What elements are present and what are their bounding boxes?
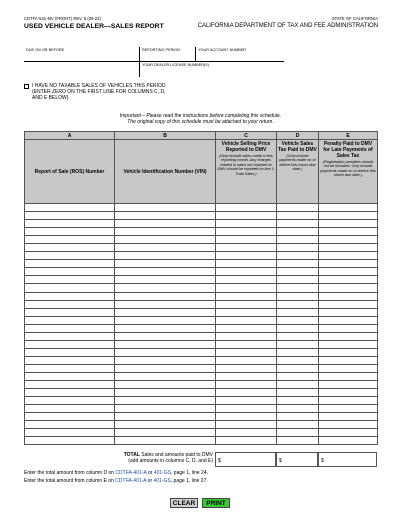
cell-column-c[interactable] [216, 389, 277, 397]
due-date-label: DUE ON OR BEFORE [26, 48, 65, 52]
cell-column-e[interactable] [319, 300, 378, 308]
cell-column-c[interactable] [216, 236, 277, 244]
column-title-a-cell [25, 140, 115, 204]
cell-column-a[interactable] [25, 268, 115, 276]
cell-column-e[interactable] [319, 244, 378, 252]
cell-column-e[interactable] [319, 276, 378, 284]
cell-column-d[interactable] [277, 228, 319, 236]
cell-column-d[interactable] [277, 348, 319, 356]
cell-column-c[interactable] [216, 228, 277, 236]
cell-column-a[interactable] [25, 372, 115, 380]
cell-column-c[interactable] [216, 324, 277, 332]
cell-column-d[interactable] [277, 413, 319, 421]
important-note-line1: Important – Please read the instructions before completing this schedule. [119, 113, 282, 119]
instruction-1-end: , page 1, line 24. [171, 470, 209, 476]
cell-column-c[interactable] [216, 437, 277, 445]
cell-column-d[interactable] [277, 397, 319, 405]
cell-column-b[interactable] [115, 260, 216, 268]
table-row [25, 308, 378, 316]
cell-column-b[interactable] [115, 276, 216, 284]
cell-column-a[interactable] [25, 332, 115, 340]
cell-column-d[interactable] [277, 260, 319, 268]
cell-column-b[interactable] [115, 284, 216, 292]
instruction-2-text: Enter the total amount from column E on [24, 478, 116, 484]
column-title-e: Penalty Paid to DMV for Late Payments of Sales Tax [323, 141, 373, 159]
cell-column-e[interactable] [319, 429, 378, 437]
cell-column-b[interactable] [115, 372, 216, 380]
cell-column-a[interactable] [25, 244, 115, 252]
cell-column-c[interactable] [216, 356, 277, 364]
cell-column-a[interactable] [25, 364, 115, 372]
cell-column-b[interactable] [115, 204, 216, 212]
cell-column-d[interactable] [277, 284, 319, 292]
cell-column-a[interactable] [25, 292, 115, 300]
cell-column-c[interactable] [216, 316, 277, 324]
cell-column-a[interactable] [25, 284, 115, 292]
cell-column-a[interactable] [25, 252, 115, 260]
cell-column-a[interactable] [25, 308, 115, 316]
column-letter-a: A [25, 132, 115, 140]
cell-column-c[interactable] [216, 381, 277, 389]
cell-column-a[interactable] [25, 236, 115, 244]
cell-column-a[interactable] [25, 389, 115, 397]
column-letter-c: C [216, 132, 277, 140]
cell-column-b[interactable] [115, 324, 216, 332]
cell-column-c[interactable] [216, 364, 277, 372]
cell-column-e[interactable] [319, 372, 378, 380]
table-row [25, 268, 378, 276]
cell-column-b[interactable] [115, 316, 216, 324]
cell-column-e[interactable] [319, 437, 378, 445]
table-row [25, 228, 378, 236]
cell-column-c[interactable] [216, 348, 277, 356]
cell-column-d[interactable] [277, 324, 319, 332]
cell-column-b[interactable] [115, 332, 216, 340]
cell-column-a[interactable] [25, 356, 115, 364]
cell-column-a[interactable] [25, 405, 115, 413]
cell-column-e[interactable] [319, 284, 378, 292]
sales-schedule-table [24, 131, 378, 445]
table-row [25, 324, 378, 332]
column-title-d-cell [277, 140, 319, 204]
link-cdtfa-401-a-1[interactable]: CDTFA-401-A [115, 470, 147, 476]
due-date-field[interactable] [24, 47, 140, 62]
currency-d: $ [279, 458, 282, 464]
cell-column-d[interactable] [277, 252, 319, 260]
table-row [25, 389, 378, 397]
cell-column-c[interactable] [216, 332, 277, 340]
license-numbers-label: YOUR DEALER LICENSE NUMBER(S) [142, 63, 210, 67]
cell-column-d[interactable] [277, 332, 319, 340]
cell-column-a[interactable] [25, 276, 115, 284]
cell-column-b[interactable] [115, 429, 216, 437]
cell-column-e[interactable] [319, 204, 378, 212]
column-letter-e: E [319, 132, 378, 140]
cell-column-d[interactable] [277, 204, 319, 212]
column-title-b: Vehicle Identification Number (VIN) [123, 168, 207, 175]
cell-column-c[interactable] [216, 413, 277, 421]
cell-column-b[interactable] [115, 300, 216, 308]
cell-column-e[interactable] [319, 236, 378, 244]
account-number-field[interactable] [196, 47, 284, 62]
cell-column-c[interactable] [216, 284, 277, 292]
cell-column-c[interactable] [216, 421, 277, 429]
state-label: STATE OF CALIFORNIA [331, 16, 378, 21]
table-row [25, 348, 378, 356]
important-note [24, 113, 377, 126]
table-row [25, 276, 378, 284]
empty-header-cell [24, 62, 140, 77]
cell-column-b[interactable] [115, 421, 216, 429]
cell-column-a[interactable] [25, 300, 115, 308]
account-number-label: YOUR ACCOUNT NUMBER [198, 48, 247, 52]
instruction-line-2 [24, 478, 208, 484]
cell-column-c[interactable] [216, 252, 277, 260]
cell-column-d[interactable] [277, 389, 319, 397]
total-column-c[interactable] [215, 452, 276, 467]
cell-column-c[interactable] [216, 276, 277, 284]
cell-column-e[interactable] [319, 381, 378, 389]
cell-column-a[interactable] [25, 228, 115, 236]
cell-column-b[interactable] [115, 252, 216, 260]
total-label-text: Sales and amounts paid to DMV [141, 452, 213, 458]
instruction-2-end: , page 1, line 27. [170, 478, 208, 484]
cell-column-e[interactable] [319, 340, 378, 348]
no-sales-label: I HAVE NO TAXABLE SALES OF VEHICLES THIS PERIOD (ENTER ZERO ON THE FIRST LINE FOR COLUMNS C, D, AND E BELOW). [32, 83, 166, 101]
cell-column-c[interactable] [216, 300, 277, 308]
cell-column-d[interactable] [277, 364, 319, 372]
cell-column-e[interactable] [319, 405, 378, 413]
table-row [25, 437, 378, 445]
cell-column-b[interactable] [115, 220, 216, 228]
total-row [24, 452, 377, 467]
instruction-1-text: Enter the total amount from column D on [24, 470, 116, 476]
instruction-2-or: or [146, 478, 154, 484]
table-row [25, 340, 378, 348]
cell-column-a[interactable] [25, 413, 115, 421]
column-note-c: (Only include sales made in this reporting month. Any charges related to sales not reported to DMV should be reported on line 1, Total Sales.) [217, 153, 275, 176]
cell-column-c[interactable] [216, 429, 277, 437]
agency-name: CALIFORNIA DEPARTMENT OF TAX AND FEE ADMINISTRATION [197, 23, 378, 29]
table-row [25, 421, 378, 429]
reporting-period-field[interactable] [140, 47, 196, 62]
cell-column-e[interactable] [319, 228, 378, 236]
license-numbers-field[interactable] [140, 62, 284, 77]
cell-column-e[interactable] [319, 332, 378, 340]
cell-column-a[interactable] [25, 340, 115, 348]
link-401-gs-2[interactable]: 401-GS [153, 478, 171, 484]
form-id: CDTFA-531-MV (FRONT) REV. 5 (06-22) [24, 16, 101, 21]
table-row [25, 381, 378, 389]
form-title: USED VEHICLE DEALER—SALES REPORT [24, 23, 164, 30]
table-row [25, 364, 378, 372]
column-title-d: Vehicle Sales Tax Paid to DMV [278, 141, 317, 153]
cell-column-b[interactable] [115, 308, 216, 316]
cell-column-a[interactable] [25, 437, 115, 445]
cell-column-b[interactable] [115, 228, 216, 236]
cell-column-c[interactable] [216, 204, 277, 212]
column-letters-row [25, 132, 378, 140]
cell-column-d[interactable] [277, 421, 319, 429]
table-row [25, 356, 378, 364]
cell-column-d[interactable] [277, 268, 319, 276]
cell-column-c[interactable] [216, 292, 277, 300]
table-row [25, 405, 378, 413]
cell-column-c[interactable] [216, 405, 277, 413]
cell-column-a[interactable] [25, 397, 115, 405]
cell-column-d[interactable] [277, 429, 319, 437]
cell-column-c[interactable] [216, 397, 277, 405]
cell-column-b[interactable] [115, 348, 216, 356]
cell-column-d[interactable] [277, 212, 319, 220]
table-row [25, 316, 378, 324]
table-row [25, 244, 378, 252]
table-row [25, 397, 378, 405]
instruction-line-1 [24, 470, 208, 476]
currency-c: $ [218, 458, 221, 464]
cell-column-d[interactable] [277, 300, 319, 308]
cell-column-e[interactable] [319, 260, 378, 268]
cell-column-b[interactable] [115, 364, 216, 372]
cell-column-d[interactable] [277, 236, 319, 244]
cell-column-b[interactable] [115, 340, 216, 348]
table-row [25, 284, 378, 292]
cell-column-e[interactable] [319, 268, 378, 276]
cell-column-b[interactable] [115, 268, 216, 276]
cell-column-b[interactable] [115, 292, 216, 300]
cell-column-e[interactable] [319, 324, 378, 332]
column-titles-row [25, 140, 378, 204]
table-row [25, 204, 378, 212]
cell-column-d[interactable] [277, 244, 319, 252]
cell-column-a[interactable] [25, 429, 115, 437]
cell-column-d[interactable] [277, 220, 319, 228]
table-row [25, 372, 378, 380]
column-title-c-cell [216, 140, 277, 204]
cell-column-e[interactable] [319, 252, 378, 260]
cell-column-a[interactable] [25, 324, 115, 332]
cell-column-e[interactable] [319, 413, 378, 421]
link-cdtfa-401-a-2[interactable]: CDTFA-401-A [115, 478, 147, 484]
no-sales-checkbox[interactable] [24, 84, 29, 89]
cell-column-e[interactable] [319, 212, 378, 220]
cell-column-b[interactable] [115, 212, 216, 220]
total-label-line2: (add amounts in columns C, D, and E) [128, 458, 213, 464]
table-row [25, 292, 378, 300]
cell-column-d[interactable] [277, 316, 319, 324]
cell-column-e[interactable] [319, 356, 378, 364]
cell-column-c[interactable] [216, 372, 277, 380]
cell-column-e[interactable] [319, 316, 378, 324]
cell-column-e[interactable] [319, 421, 378, 429]
cell-column-d[interactable] [277, 356, 319, 364]
cell-column-b[interactable] [115, 437, 216, 445]
column-letter-d: D [277, 132, 319, 140]
table-row [25, 260, 378, 268]
cell-column-e[interactable] [319, 364, 378, 372]
print-button[interactable]: PRINT [202, 498, 230, 508]
cell-column-b[interactable] [115, 389, 216, 397]
link-401-gs-1[interactable]: 401-GS [153, 470, 172, 476]
cell-column-b[interactable] [115, 405, 216, 413]
cell-column-e[interactable] [319, 389, 378, 397]
table-row [25, 332, 378, 340]
column-letter-b: B [115, 132, 216, 140]
cell-column-b[interactable] [115, 244, 216, 252]
cell-column-a[interactable] [25, 348, 115, 356]
table-row [25, 300, 378, 308]
column-note-d: (Only include payments made on or before this return due date.) [279, 153, 316, 172]
instruction-1-or: or [146, 470, 154, 476]
cell-column-b[interactable] [115, 413, 216, 421]
cell-column-b[interactable] [115, 397, 216, 405]
cell-column-e[interactable] [319, 397, 378, 405]
schedule-rows [25, 204, 378, 445]
column-title-a: Report of Sale (ROS) Number [34, 168, 105, 175]
cell-column-d[interactable] [277, 381, 319, 389]
table-row [25, 220, 378, 228]
table-row [25, 212, 378, 220]
table-row [25, 413, 378, 421]
column-title-e-cell [319, 140, 378, 204]
cell-column-c[interactable] [216, 212, 277, 220]
cell-column-e[interactable] [319, 220, 378, 228]
column-title-b-cell [115, 140, 216, 204]
table-row [25, 236, 378, 244]
total-label-bold: TOTAL [123, 452, 140, 458]
clear-button[interactable]: CLEAR [170, 498, 198, 508]
cell-column-d[interactable] [277, 340, 319, 348]
cell-column-e[interactable] [319, 308, 378, 316]
cell-column-a[interactable] [25, 204, 115, 212]
cell-column-a[interactable] [25, 381, 115, 389]
cell-column-a[interactable] [25, 212, 115, 220]
cell-column-e[interactable] [319, 348, 378, 356]
cell-column-c[interactable] [216, 220, 277, 228]
table-row [25, 429, 378, 437]
cell-column-d[interactable] [277, 276, 319, 284]
cell-column-c[interactable] [216, 244, 277, 252]
column-note-e: (Registration penalties should not be included. Only include payments made on or before this return due date.) [320, 159, 376, 178]
total-column-d[interactable] [276, 452, 318, 467]
cell-column-d[interactable] [277, 437, 319, 445]
cell-column-c[interactable] [216, 340, 277, 348]
cell-column-d[interactable] [277, 372, 319, 380]
cell-column-a[interactable] [25, 316, 115, 324]
cell-column-c[interactable] [216, 260, 277, 268]
cell-column-b[interactable] [115, 236, 216, 244]
currency-e: $ [321, 458, 324, 464]
column-title-c: Vehicle Selling Price Reported to DMV [221, 141, 271, 153]
cell-column-b[interactable] [115, 381, 216, 389]
table-row [25, 252, 378, 260]
cell-column-c[interactable] [216, 268, 277, 276]
reporting-period-label: REPORTING PERIOD [142, 48, 181, 52]
total-label [24, 452, 215, 467]
cell-column-e[interactable] [319, 292, 378, 300]
cell-column-d[interactable] [277, 292, 319, 300]
cell-column-a[interactable] [25, 260, 115, 268]
important-note-line2: The original copy of this schedule must be attached to your return. [127, 119, 274, 126]
cell-column-d[interactable] [277, 405, 319, 413]
cell-column-c[interactable] [216, 308, 277, 316]
cell-column-d[interactable] [277, 308, 319, 316]
cell-column-a[interactable] [25, 220, 115, 228]
cell-column-a[interactable] [25, 421, 115, 429]
cell-column-b[interactable] [115, 356, 216, 364]
total-column-e[interactable] [318, 452, 377, 467]
